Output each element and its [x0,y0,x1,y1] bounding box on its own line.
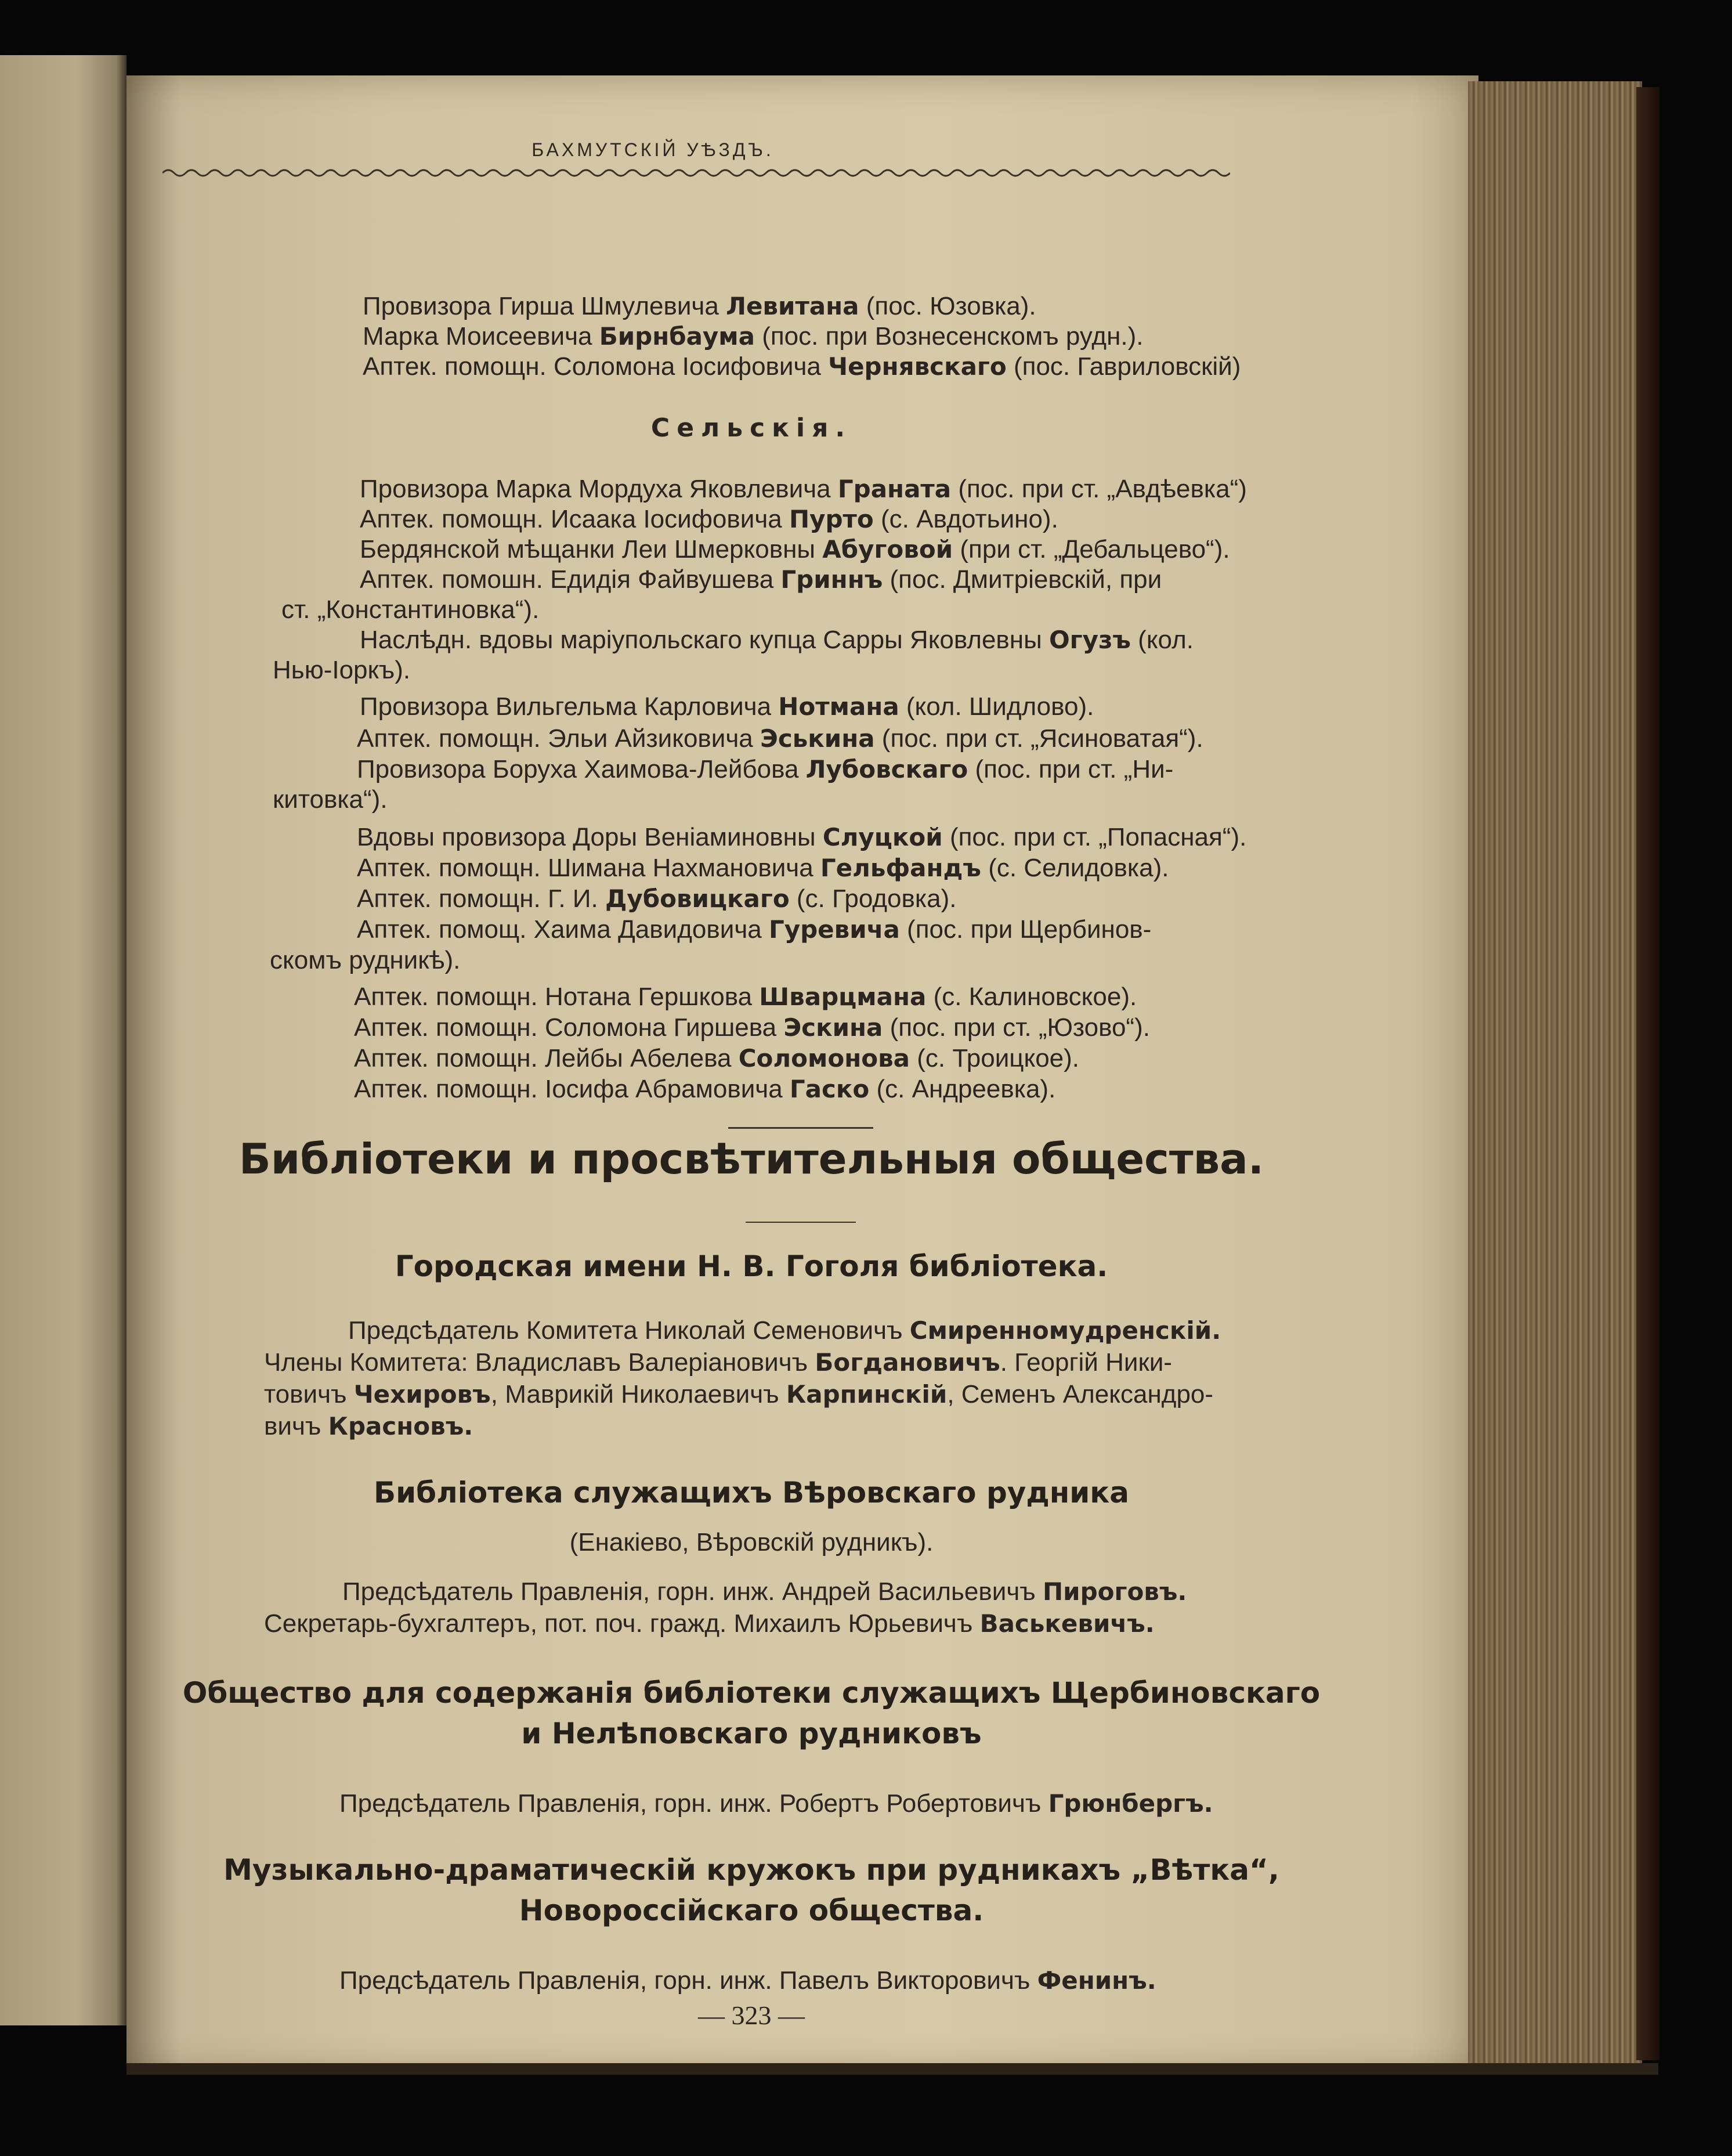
entry-line: Вдовы провизора Доры Веніаминовны Слуцкой (пос. при ст. „Попасная“). [357,823,1247,851]
entry-line: Аптек. помощн. Нотана Гершкова Шварцмана (с. Калиновское). [354,983,1137,1011]
page-bottom-shadow [126,2063,1658,2075]
entry-line: Аптек. помошн. Едидія Файвушева Гриннъ (пос. Дмитріевскій, при [360,565,1162,594]
entry-line: Провизора Вильгельма Карловича Нотмана (кол. Шидлово). [360,692,1094,721]
entry-line: Аптек. помощн. Лейбы Абелева Соломонова (с. Троицкое). [354,1044,1080,1072]
entry-line: Провизора Гирша Шмулевича Левитана (пос. Юзовка). [363,292,1036,320]
title-divider [746,1222,856,1223]
org-title: Городская имени Н. В. Гоголя библіотека. [395,1249,1108,1283]
entry-line: Аптек. помощн. Соломона Гиршева Эскина (пос. при ст. „Юзово“). [354,1013,1150,1042]
entry-line: Аптек. помощн. Шимана Нахмановича Гельфандъ (с. Селидовка). [357,854,1169,882]
book-cover [1636,87,1659,2060]
org-text: Предсѣдатель Комитета Николай Семеновичъ Смиренномудренскій. [348,1316,1221,1345]
org-text: Члены Комитета: Владиславъ Валеріановичъ Богдановичъ. Георгій Ники- [264,1348,1172,1377]
entry-line: Провизора Марка Мордуха Яковлевича Граната (пос. при ст. „Авдѣевка“) [360,475,1247,503]
section-subtitle: Сельскія. [650,413,852,443]
header-wavy-rule [162,165,1230,180]
org-text: Предсѣдатель Правленія, горн. инж. Андрей Васильевичъ Пироговъ. [342,1577,1187,1606]
org-text: Предсѣдатель Правленія, горн. инж. Робертъ Робертовичъ Грюнбергъ. [339,1789,1213,1818]
page-number: — 323 — [698,2000,805,2030]
entry-line: Аптек. помощн. Исаака Іосифовича Пурто (с. Авдотьино). [360,505,1058,533]
entry-line: Провизора Боруха Хаимова-Лейбова Лубовскаго (пос. при ст. „Ни- [357,755,1174,783]
org-title: Библіотека служащихъ Вѣровскаго рудника [374,1476,1129,1509]
entry-line: Бердянской мѣщанки Леи Шмерковны Абуговой (при ст. „Дебальцево“). [360,535,1230,564]
entry-line: Аптек. помощн. Іосифа Абрамовича Гаско (с. Андреевка). [354,1075,1056,1103]
org-text: Предсѣдатель Правленія, горн. инж. Павелъ Викторовичъ Фенинъ. [339,1966,1156,1995]
entry-line: Аптек. помощн. Г. И. Дубовицкаго (с. Гродовка). [357,884,957,913]
section-divider [728,1127,873,1129]
org-text: товичъ Чехировъ, Маврикій Николаевичъ Карпинскій, Семенъ Александро- [264,1380,1214,1409]
org-text: Секретарь-бухгалтеръ, пот. поч. гражд. Михаилъ Юрьевичъ Васькевичъ. [264,1609,1155,1638]
org-title-cont: и Нелѣповскаго рудниковъ [521,1717,982,1750]
entry-line: Марка Моисеевича Бирнбаума (пос. при Вознесенскомъ рудн.). [363,322,1144,351]
left-page-edge [0,55,126,2025]
page-edges [1468,81,1642,2066]
entry-line: Аптек. помощн. Соломона Іосифовича Чернявскаго (пос. Гавриловскій) [363,352,1241,381]
entry-line-cont: Нью-Іоркъ). [273,656,411,684]
entry-line: Аптек. помощ. Хаима Давидовича Гуревича (пос. при Щербинов- [357,915,1152,944]
entry-line: Аптек. помощн. Эльи Айзиковича Эськина (пос. при ст. „Ясиноватая“). [357,724,1203,753]
entry-line: Наслѣдн. вдовы маріупольскаго купца Сарры Яковлевны Огузъ (кол. [360,626,1194,654]
entry-line-cont: скомъ рудникѣ). [270,946,461,974]
org-location: (Енакіево, Вѣровскій рудникъ). [569,1528,934,1556]
running-header: БАХМУТСКІЙ УѢЗДЪ. [531,139,774,160]
org-title-cont: Новороссійскаго общества. [519,1894,984,1927]
org-title: Общество для содержанія библіотеки служащихъ Щербиновскаго [182,1676,1321,1710]
entry-line-cont: китовка“). [273,785,388,814]
org-text: вичъ Красновъ. [264,1412,473,1440]
entry-line-cont: ст. „Константиновка“). [281,595,540,624]
org-title: Музыкально-драматическій кружокъ при рудникахъ „Вѣтка“, [223,1853,1279,1887]
section-title: Библіотеки и просвѣтительныя общества. [238,1135,1264,1183]
